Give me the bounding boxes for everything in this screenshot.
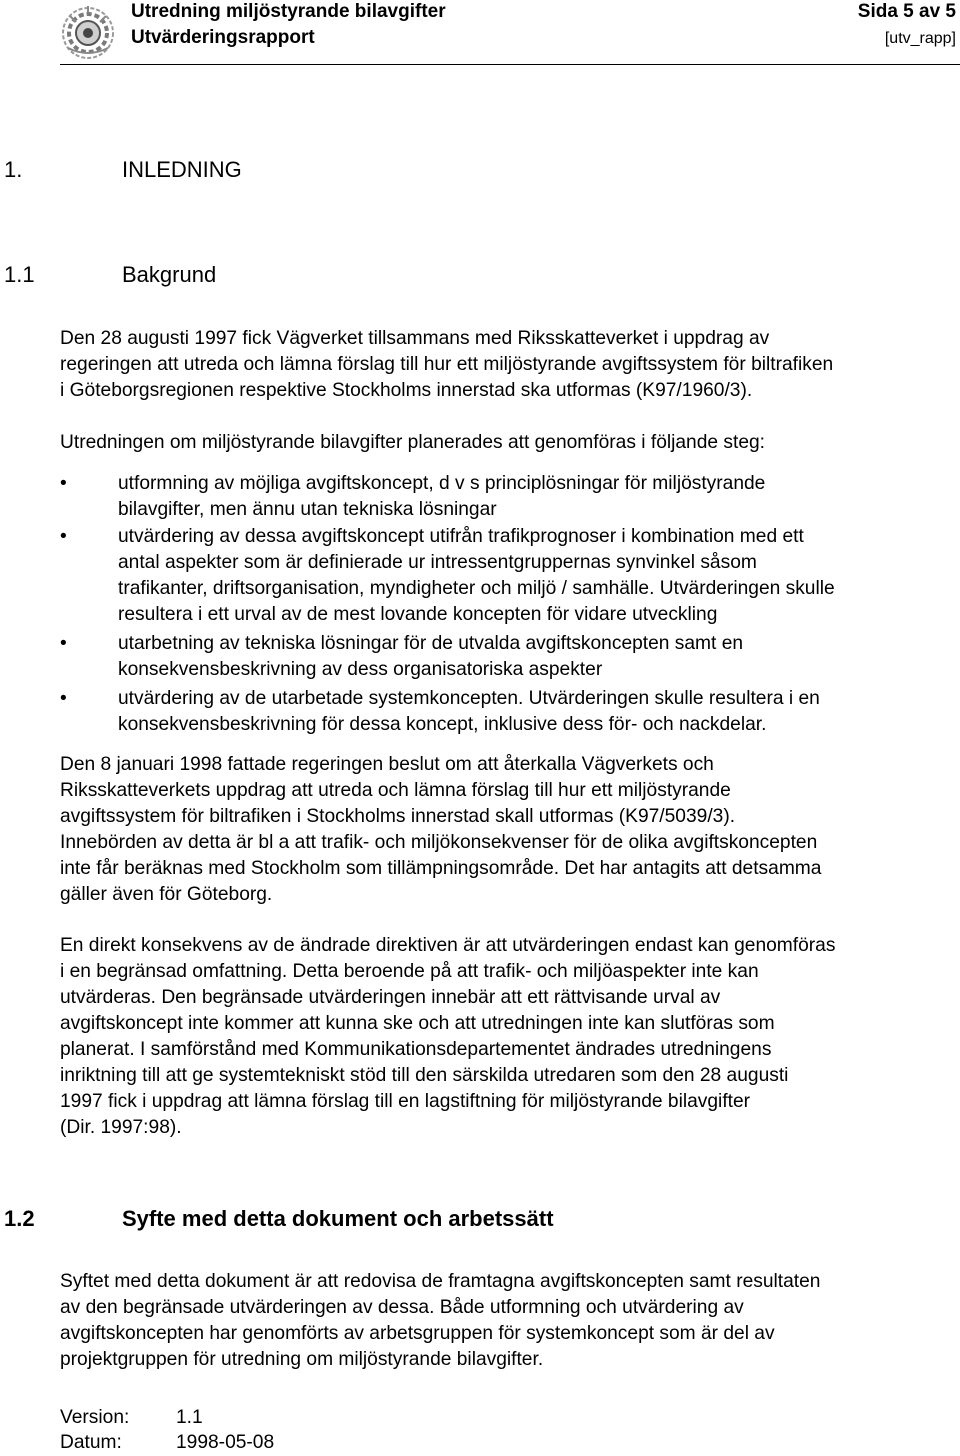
text-line: utvärdering av dessa avgiftskoncept utifrån trafikprognoser i kombination med ett [118,526,804,547]
paragraph-bakgrund-4 [60,933,956,1141]
text-line: Den 28 augusti 1997 fick Vägverket tillsammans med Riksskatteverket i uppdrag av [60,328,770,349]
text-line: av den begränsade utvärderingen av dessa. Både utformning och utvärdering av [60,1297,744,1318]
text-line: planerat. I samförstånd med Kommunikationsdepartementet ändrades utredningens [60,1039,772,1060]
paragraph-bakgrund-3 [60,752,956,908]
bullet-icon: • [60,473,67,494]
document-subtitle: Utvärderingsrapport [131,27,315,48]
text-line: konsekvensbeskrivning för dessa koncept, inklusive dess för- och nackdelar. [118,714,767,735]
text-line: (Dir. 1997:98). [60,1117,182,1138]
paragraph-bakgrund-1 [60,326,956,404]
bullet-icon: • [60,526,67,547]
text-line: projektgruppen för utredning om miljöstyrande bilavgifter. [60,1349,544,1370]
text-line: utformning av möjliga avgiftskoncept, d v s principlösningar för miljöstyrande [118,473,766,494]
text-line: Den 8 januari 1998 fattade regeringen beslut om att återkalla Vägverkets och [60,754,714,775]
page-number: Sida 5 av 5 [857,1,956,22]
text-line: resultera i ett urval av de mest lovande koncepten för vidare utveckling [118,604,718,625]
text-line: trafikanter, driftsorganisation, myndigheter och miljö / samhälle. Utvärderingen skulle [118,578,835,599]
text-line: avgiftskoncept inte kommer att kunna ske och att utredningen inte kan slutföras som [60,1013,775,1034]
bullet-icon: • [60,688,67,709]
text-line: Riksskatteverkets uppdrag att utreda och lämna förslag till hur ett miljöstyrande [60,780,731,801]
section-title: Syfte med detta dokument och arbetssätt [122,1206,554,1231]
text-line: konsekvensbeskrivning av dess organisatoriska aspekter [118,659,603,680]
paragraph-syfte [60,1269,956,1373]
text-line: bilavgifter, men ännu utan tekniska lösningar [118,499,497,520]
date-label: Datum: [60,1432,122,1453]
text-line: avgiftssystem för biltrafiken i Stockholms innerstad skall utformas (K97/5039/3). [60,806,736,827]
paragraph-bakgrund-2 [60,430,956,456]
text-line: utvärderas. Den begränsade utvärderingen innebär att ett rättvisande urval av [60,987,721,1008]
section-title: Bakgrund [122,262,217,287]
section-title: INLEDNING [122,157,242,182]
text-line: En direkt konsekvens av de ändrade direktiven är att utvärderingen endast kan genomföras [60,935,836,956]
version-label: Version: [60,1407,130,1428]
section-number: 1.1 [4,262,35,287]
text-line: i Göteborgsregionen respektive Stockholms innerstad ska utformas (K97/1960/3). [60,380,753,401]
section-number: 1.2 [4,1206,35,1231]
text-line: utvärdering av de utarbetade systemkoncepten. Utvärderingen skulle resultera i en [118,688,820,709]
text-line: i en begränsad omfattning. Detta beroende på att trafik- och miljöaspekter inte kan [60,961,759,982]
text-line: regeringen att utreda och lämna förslag till hur ett miljöstyrande avgiftssystem för biltrafiken [60,354,834,375]
page-header [0,0,960,66]
gear-cog-logo-icon [60,4,116,62]
text-line: Syftet med detta dokument är att redovisa de framtagna avgiftskoncepten samt resultaten [60,1271,821,1292]
document-title: Utredning miljöstyrande bilavgifter [131,1,446,22]
section-number: 1. [4,157,23,182]
text-line: avgiftskoncepten har genomförts av arbetsgruppen för systemkoncept som är del av [60,1323,775,1344]
text-line: utarbetning av tekniska lösningar för de utvalda avgiftskoncepten samt en [118,633,744,654]
bullet-icon: • [60,633,67,654]
date-value: 1998-05-08 [176,1432,275,1453]
text-line: inriktning till att ge systemtekniskt stöd till den särskilda utredaren som den 28 augusti [60,1065,789,1086]
text-line: Innebörden av detta är bl a att trafik- och miljökonsekvenser för de olika avgiftskoncepten [60,832,818,853]
text-line: inte får beräknas med Stockholm som tillämpningsområde. Det har antagits att detsamma [60,858,822,879]
text-line: Utredningen om miljöstyrande bilavgifter planerades att genomföras i följande steg: [60,432,766,453]
text-line: 1997 fick i uppdrag att lämna förslag till en lagstiftning för miljöstyrande bilavgifter [60,1091,751,1112]
version-value: 1.1 [176,1407,203,1428]
header-divider [60,64,960,65]
text-line: gäller även för Göteborg. [60,884,273,905]
text-line: antal aspekter som är definierade ur intressentgruppernas synvinkel såsom [118,552,757,573]
document-id: [utv_rapp] [884,30,956,47]
